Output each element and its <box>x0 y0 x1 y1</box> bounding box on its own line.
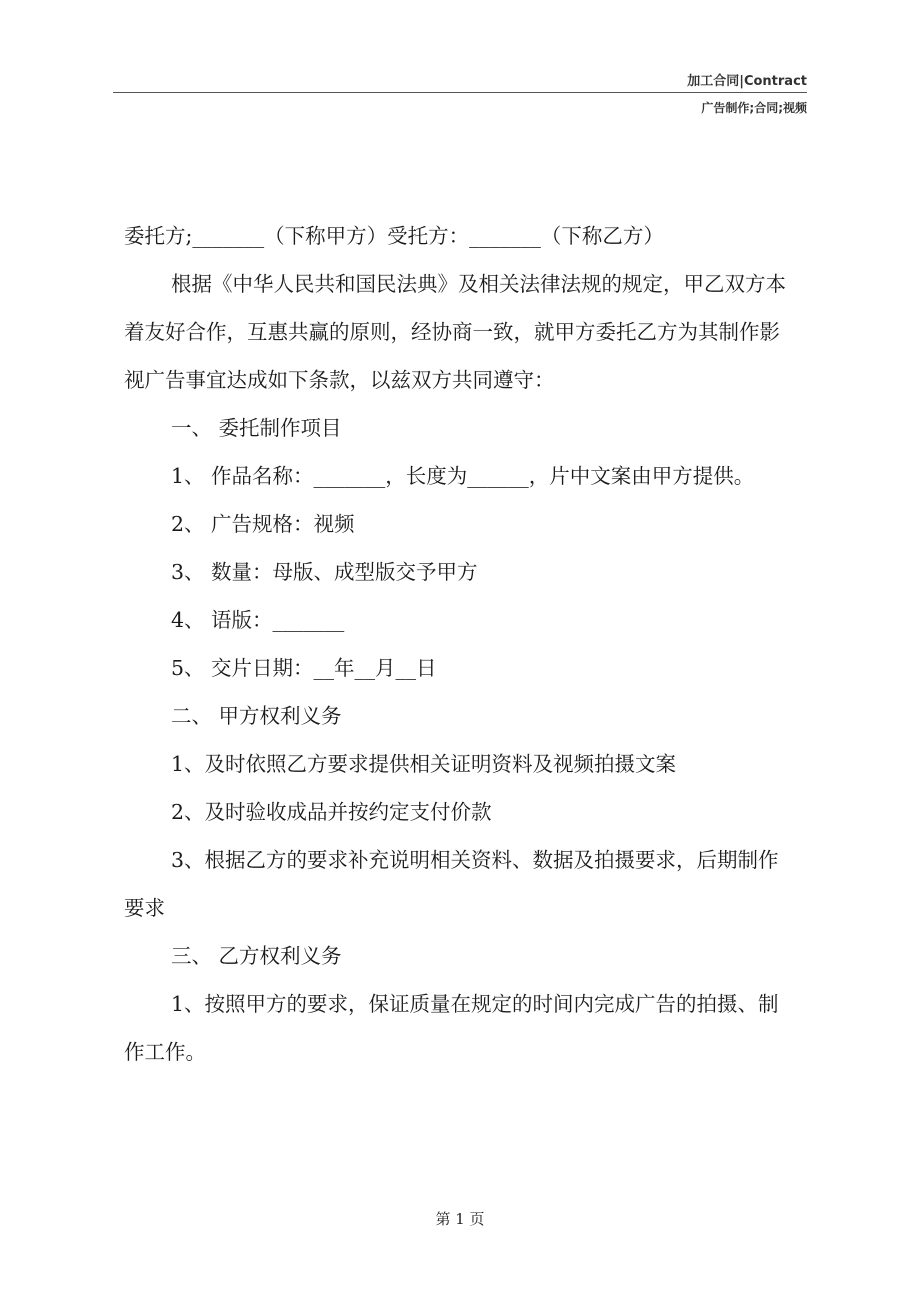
clause-1-4: 4、 语版：_______ <box>171 608 345 632</box>
clause-2-2: 2、及时验收成品并按约定支付价款 <box>171 800 492 824</box>
clause-1-3: 3、 数量：母版、成型版交予甲方 <box>171 560 478 584</box>
header-divider <box>113 92 807 93</box>
header-tags: 广告制作;合同;视频 <box>701 101 807 115</box>
header-title: 加工合同|Contract <box>687 74 807 89</box>
clause-2-3: 3、根据乙方的要求补充说明相关资料、数据及拍摄要求，后期制作要求 <box>124 848 779 920</box>
parties-line: 委托方;_______（下称甲方）受托方：_______（下称乙方） <box>124 224 664 248</box>
preamble-paragraph: 根据《中华人民共和国民法典》及相关法律法规的规定，甲乙双方本着友好合作，互惠共赢的原则，经协商一致，就甲方委托乙方为其制作影视广告事宜达成如下条款，以兹双方共同遵守： <box>124 272 786 392</box>
clause-1-5: 5、 交片日期：__年__月__日 <box>171 656 437 680</box>
clause-3-1: 1、按照甲方的要求，保证质量在规定的时间内完成广告的拍摄、制作工作。 <box>124 992 779 1064</box>
clause-2-1: 1、及时依照乙方要求提供相关证明资料及视频拍摄文案 <box>171 752 677 776</box>
section-heading-2: 二、 甲方权利义务 <box>171 704 342 728</box>
clause-1-1: 1、 作品名称：_______，长度为______，片中文案由甲方提供。 <box>171 464 755 488</box>
section-heading-3: 三、 乙方权利义务 <box>171 944 342 968</box>
page-number: 第 1 页 <box>435 1210 485 1228</box>
clause-1-2: 2、 广告规格：视频 <box>171 512 355 536</box>
document-body <box>124 212 796 1076</box>
section-heading-1: 一、 委托制作项目 <box>171 416 342 440</box>
